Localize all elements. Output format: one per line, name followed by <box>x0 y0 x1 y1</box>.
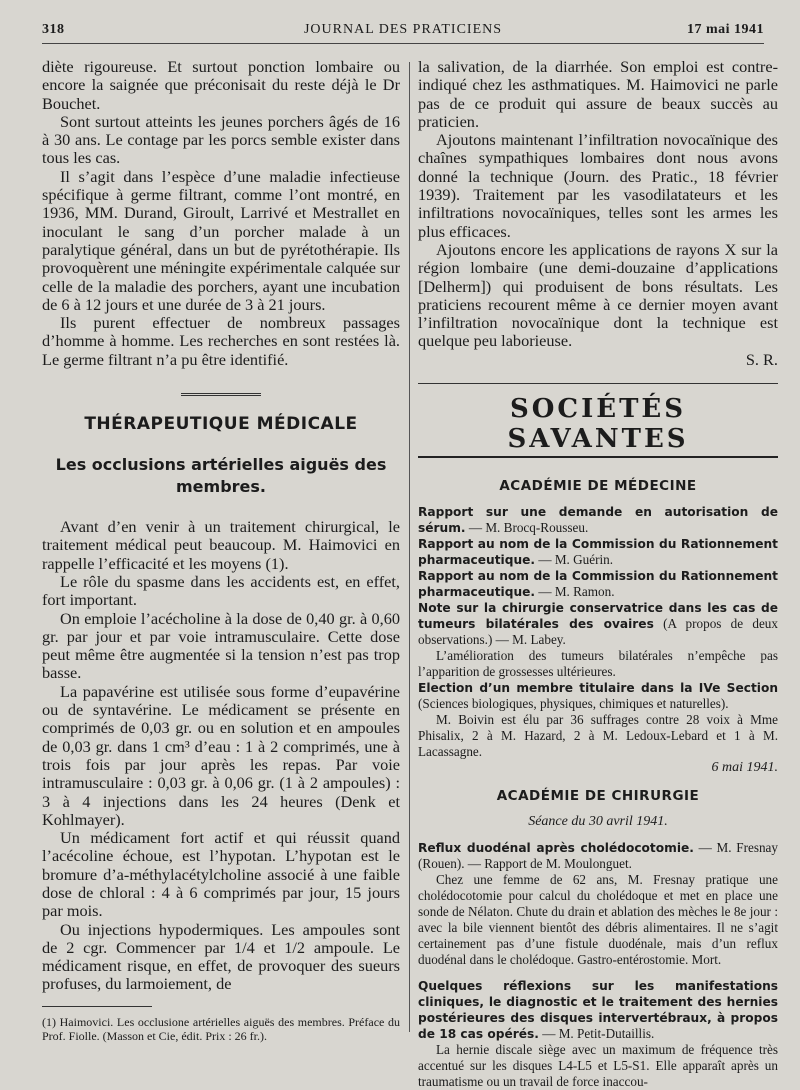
header-rule <box>42 43 764 44</box>
page-number: 318 <box>42 22 65 37</box>
report-entry: Rapport sur une demande en autorisation de sérum. — M. Brocq-Rousseu. <box>418 505 778 536</box>
article-paragraph: Un médicament fort actif et qui réussit quand l’acécoline échoue, est l’hypotan. L’hypotan est le bromure d’a-méthylacétylcholine associé à une faible dose de chloral : 4 à 6 comprimés par jour, 15 jours par mois. <box>42 828 400 921</box>
article-title: Les occlusions artérielles aiguës des membres. <box>55 455 387 497</box>
report-entry: Reflux duodénal après cholédocotomie. — M. Fresnay (Rouen). — Rapport de M. Moulonguet. <box>418 840 779 872</box>
section-heading: THÉRAPEUTIQUE MÉDICALE <box>84 414 358 435</box>
report-entry: Note sur la chirurgie conservatrice dans les cas de tumeurs bilatérales des ovaires (A propos de deux observations.) — M. Labey. <box>418 601 778 648</box>
column-divider <box>409 62 410 1032</box>
article-paragraph: Ou injections hypodermiques. Les ampoules sont de 2 cgr. Commencer par 1/4 et 1/2 ampoule. Le médicament risque, en effet, de provoquer des sueurs profuses, du larmoiement, de <box>42 919 400 994</box>
report-text: La hernie discale siège avec un maximum de fréquence très accentué sur les disques L4-L5 et L5-S1. Elle apparaît après un traumatisme ou un travail de force inaccou- <box>418 1042 778 1090</box>
running-header <box>42 22 764 42</box>
right-paragraph: la salivation, de la diarrhée. Son emploi est contre-indiqué chez les asthmatiques. M. Haimovici ne parle pas de ce produit qui assure de beaux succès au praticien. <box>418 57 778 131</box>
article-paragraph: La papavérine est utilisée sous forme d’eupavérine ou de syntavérine. Le médicament se présente en comprimés de 0,03 gr. ou en solution et en ampoules de 0,03 gr. dans 1 cm³ d’eau : 1 à 2 comprimés, une à trois fois par jour après les repas. Par voie intramusculaire : 0,03 gr. à 0,06 gr. (1 à 2 ampoules) : 3 à 4 injections dans les 24 heures (Denk et Kohlmayer). <box>42 681 400 829</box>
article-paragraph: Avant d’en venir à un traitement chirurgical, le traitement médical peut beaucoup. M. Haimovici en rappelle l’efficacité et les moyens (1). <box>42 517 400 573</box>
banner-rule-top <box>418 383 778 384</box>
report-entry: Quelques réflexions sur les manifestations cliniques, le diagnostic et le traitement des hernies postérieures des disques intervertébraux, à propos de 18 cas opérés. — M. Petit-Dutaillis. <box>418 979 778 1042</box>
report-text: M. Boivin est élu par 36 suffrages contre 28 voix à Mme Phisalix, 2 à M. Hazard, 2 à M. Ledoux-Lebard et 1 à M. Lacassagne. <box>418 712 778 760</box>
meeting-date: 6 mai 1941. <box>711 760 778 776</box>
report-text: Chez une femme de 62 ans, M. Fresnay pratique une cholédocotomie pour calcul du cholédoque et met en place une sonde de Nélaton. Chute du drain et ablation des mèches le 8e jour : avec la bile viennent bientôt des débris alimentaires. Il ne s’agit certainement pas d’une fistule duodénale, mais d’un reflux duodénal dans le cholédoque. Gastro-entérostomie. Mort. <box>418 872 778 968</box>
ornament-rule <box>181 393 261 396</box>
academy-heading: ACADÉMIE DE CHIRURGIE <box>496 788 700 805</box>
left-paragraph: Il s’agit dans l’espèce d’une maladie infectieuse spécifique à germe filtrant, comme l’ont montré, en 1936, MM. Durand, Giroult, Larrivé et Mestrallet en inoculant le sang d’un porcher malade à un paralytique général, dans un but de pyrétothérapie. Ils provoquèrent une méningite expérimentale calquée sur celle de la maladie des porchers, ayant une incubation de 6 à 12 jours et une durée de 3 à 21 jours. <box>42 166 400 314</box>
report-text: L’amélioration des tumeurs bilatérales n’empêche pas l’apparition de grossesses ultérieures. <box>418 648 778 680</box>
banner-rule-bottom <box>418 456 778 458</box>
report-entry: Rapport au nom de la Commission du Rationnement pharmaceutique. — M. Ramon. <box>418 569 778 600</box>
article-paragraph: Le rôle du spasme dans les accidents est, en effet, fort important. <box>42 571 400 610</box>
session-date: Séance du 30 avril 1941. <box>528 814 668 830</box>
section-banner: SOCIÉTÉS SAVANTES <box>507 394 689 455</box>
footnote: (1) Haimovici. Les occlusione artérielles aiguës des membres. Préface du Prof. Fiolle. (Masson et Cie, édit. Prix : 26 fr.). <box>42 1014 400 1043</box>
report-entry: Rapport au nom de la Commission du Rationnement pharmaceutique. — M. Guérin. <box>418 537 778 568</box>
footnote-rule <box>42 1006 152 1007</box>
author-signature: S. R. <box>745 349 778 369</box>
left-column <box>42 58 400 1043</box>
left-paragraph: Sont surtout atteints les jeunes porchers âgés de 16 à 30 ans. Le contage par les porcs semble exister dans tous les cas. <box>42 111 400 168</box>
report-entry: Election d’un membre titulaire dans la IVe Section (Sciences biologiques, physiques, chimiques et naturelles). <box>418 681 778 712</box>
academy-heading: ACADÉMIE DE MÉDECINE <box>499 478 697 495</box>
issue-date: 17 mai 1941 <box>686 22 764 37</box>
left-paragraph: Ils purent effectuer de nombreux passages d’homme à homme. Les recherches en sont restées là. Le germe filtrant n’a pu être identifié. <box>42 313 400 369</box>
right-paragraph: Ajoutons maintenant l’infiltration novocaïnique des chaînes sympathiques lombaires dont nous avons donné la technique (Journ. des Pratic., 18 février 1939). Traitement par les vasodilatateurs et les infiltrations novocaïniques, telles sont les armes les plus efficaces. <box>418 130 778 241</box>
right-paragraph: Ajoutons encore les applications de rayons X sur la région lombaire (une demi-douzaine d’applications [Delherm]) qui produisent de bons résultats. Les praticiens recourent même à ce dernier moyen avant l’infiltration novocaïnique dont la technique est quelque peu laborieuse. <box>418 239 778 351</box>
journal-title: JOURNAL DES PRATICIENS <box>303 22 503 37</box>
right-column <box>418 58 778 1090</box>
left-paragraph: diète rigoureuse. Et surtout ponction lombaire ou encore la saignée que préconisait du reste déjà le Dr Bouchet. <box>42 57 400 113</box>
article-paragraph: On emploie l’acécholine à la dose de 0,40 gr. à 0,60 gr. par jour et par voie intramusculaire. Cette dose peut même être augmentée si la tension n’est pas trop basse. <box>42 608 400 683</box>
